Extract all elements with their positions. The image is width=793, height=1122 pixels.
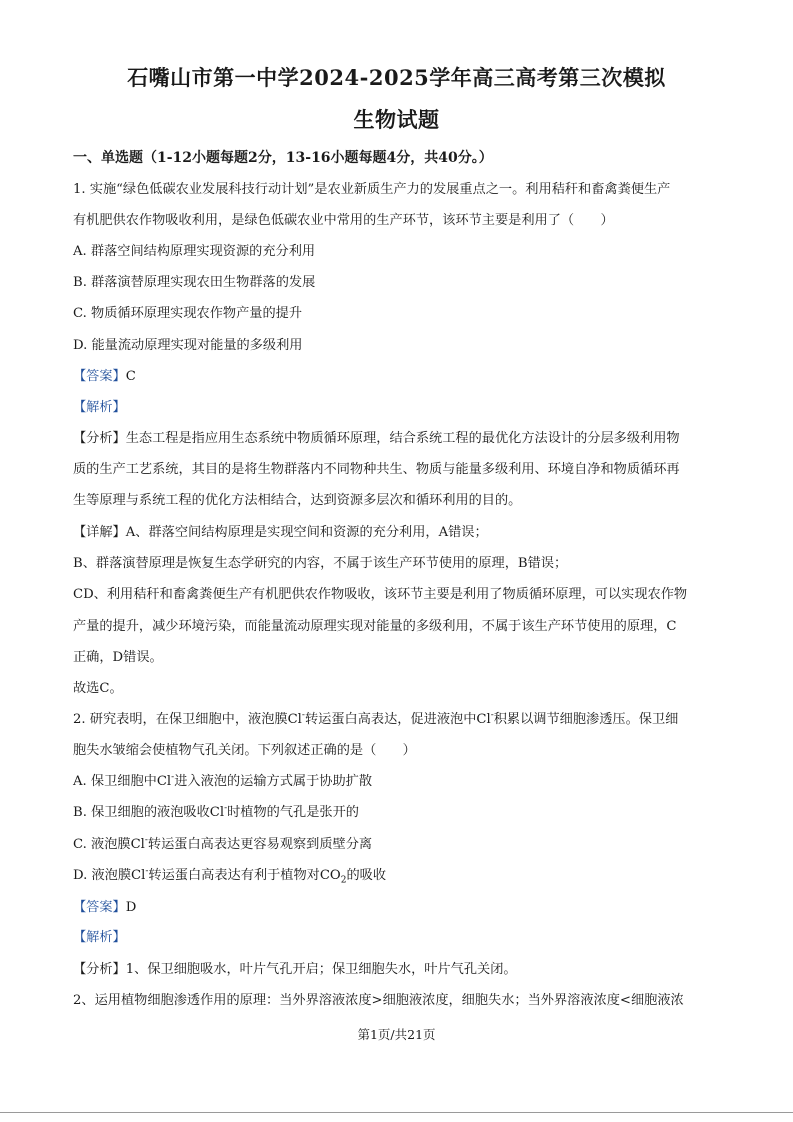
page-number: 第1页/共21页 [357, 1027, 436, 1042]
option-text: B. 保卫细胞的液泡吸收Cl [73, 805, 225, 820]
superscript: - [224, 803, 228, 814]
option-text: 时植物的气孔是张开的 [227, 805, 359, 820]
fenxi-tag: 【分析】 [73, 962, 126, 977]
superscript: - [490, 710, 494, 721]
q2-fenxi-line-2: 2、运用植物细胞渗透作用的原理：当外界溶液浓度>细胞液浓度，细胞失水；当外界溶液浓度<细胞液浓 [73, 993, 684, 1008]
q1-stem-line-2: 有机肥供农作物吸收利用，是绿色低碳农业中常用的生产环节，该环节主要是利用了（ ） [73, 213, 614, 228]
superscript: - [301, 710, 305, 721]
stem-text-3: 积累以调节细胞渗透压。保卫细 [493, 712, 679, 727]
q2-option-a [73, 774, 733, 790]
stem-text-1: 2. 研究表明，在保卫细胞中，液泡膜Cl [73, 712, 302, 727]
q1-fenxi-line-2: 质的生产工艺系统，其目的是将生物群落内不同物种共生、物质与能量多级利用、环境自净和物质循环再 [73, 462, 680, 477]
q1-fenxi-line-1 [73, 431, 733, 447]
q1-xiangjie-line-1 [73, 525, 733, 541]
subscript: 2 [340, 875, 347, 886]
xiangjie-text: A、群落空间结构原理是实现空间和资源的充分利用，A错误； [125, 525, 488, 540]
q2-stem-line-2: 胞失水皱缩会使植物气孔关闭。下列叙述正确的是（ ） [73, 743, 416, 758]
q1-option-c: C. 物质循环原理实现农作物产量的提升 [73, 306, 303, 321]
superscript: - [145, 866, 149, 877]
q2-option-c [73, 837, 733, 853]
option-text: C. 液泡膜Cl [73, 837, 145, 852]
q2-analysis-tag: 【解析】 [73, 930, 126, 945]
answer-value: C [125, 369, 136, 384]
section-heading: 一、单选题（1-12小题每题2分，13-16小题每题4分，共40分。） [73, 150, 493, 166]
exam-title: 石嘴山市第一中学2024-2025学年高三高考第三次模拟 [127, 65, 666, 90]
q2-fenxi-line-1 [73, 962, 733, 978]
stem-text-2: 转运蛋白高表达，促进液泡中Cl [304, 712, 491, 727]
q1-xiangjie-line-2: B、群落演替原理是恢复生态学研究的内容，不属于该生产环节使用的原理，B错误； [73, 556, 568, 571]
option-text: 的吸收 [346, 868, 387, 883]
q2-option-d [73, 868, 733, 884]
answer-tag: 【答案】 [73, 900, 126, 915]
q1-option-a: A. 群落空间结构原理实现资源的充分利用 [73, 244, 316, 259]
q1-fenxi-line-3: 生等原理与系统工程的优化方法相结合，达到资源多层次和循环利用的目的。 [73, 493, 522, 508]
option-text: D. 液泡膜Cl [73, 868, 146, 883]
q2-answer [73, 900, 733, 916]
q1-xiangjie-line-3: CD、利用秸秆和畜禽粪便生产有机肥供农作物吸收，该环节主要是利用了物质循环原理，可以实现农作物 [73, 587, 688, 602]
q2-option-b [73, 805, 733, 821]
q1-analysis-tag: 【解析】 [73, 400, 126, 415]
fenxi-text: 1、保卫细胞吸水，叶片气孔开启；保卫细胞失水，叶片气孔关闭。 [125, 962, 517, 977]
q1-xiangjie-line-4: 产量的提升，减少环境污染，而能量流动原理实现对能量的多级利用，不属于该生产环节使用的原理，C [73, 619, 677, 634]
q1-stem-line-1: 1. 实施“绿色低碳农业发展科技行动计划”是农业新质生产力的发展重点之一。利用秸秆和畜禽粪便生产 [73, 182, 671, 197]
option-text: 转运蛋白高表达有利于植物对CO [148, 868, 341, 883]
superscript: - [144, 835, 148, 846]
q1-option-d: D. 能量流动原理实现对能量的多级利用 [73, 338, 303, 353]
superscript: - [171, 772, 175, 783]
q1-answer [73, 369, 733, 385]
page-bottom-rule [0, 1112, 793, 1113]
q1-conclusion: 故选C。 [73, 681, 123, 696]
q1-option-b: B. 群落演替原理实现农田生物群落的发展 [73, 275, 316, 290]
fenxi-tag: 【分析】 [73, 431, 126, 446]
fenxi-text: 生态工程是指应用生态系统中物质循环原理，结合系统工程的最优化方法设计的分层多级利用物 [125, 431, 680, 446]
option-text: 进入液泡的运输方式属于协助扩散 [174, 774, 373, 789]
subject-title: 生物试题 [353, 107, 440, 132]
answer-tag: 【答案】 [73, 369, 126, 384]
q2-stem-line-1 [73, 712, 733, 728]
xiangjie-tag: 【详解】 [73, 525, 126, 540]
q1-xiangjie-line-5: 正确，D错误。 [73, 650, 163, 665]
option-text: A. 保卫细胞中Cl [73, 774, 172, 789]
option-text: 转运蛋白高表达更容易观察到质壁分离 [147, 837, 373, 852]
answer-value: D [125, 900, 137, 915]
